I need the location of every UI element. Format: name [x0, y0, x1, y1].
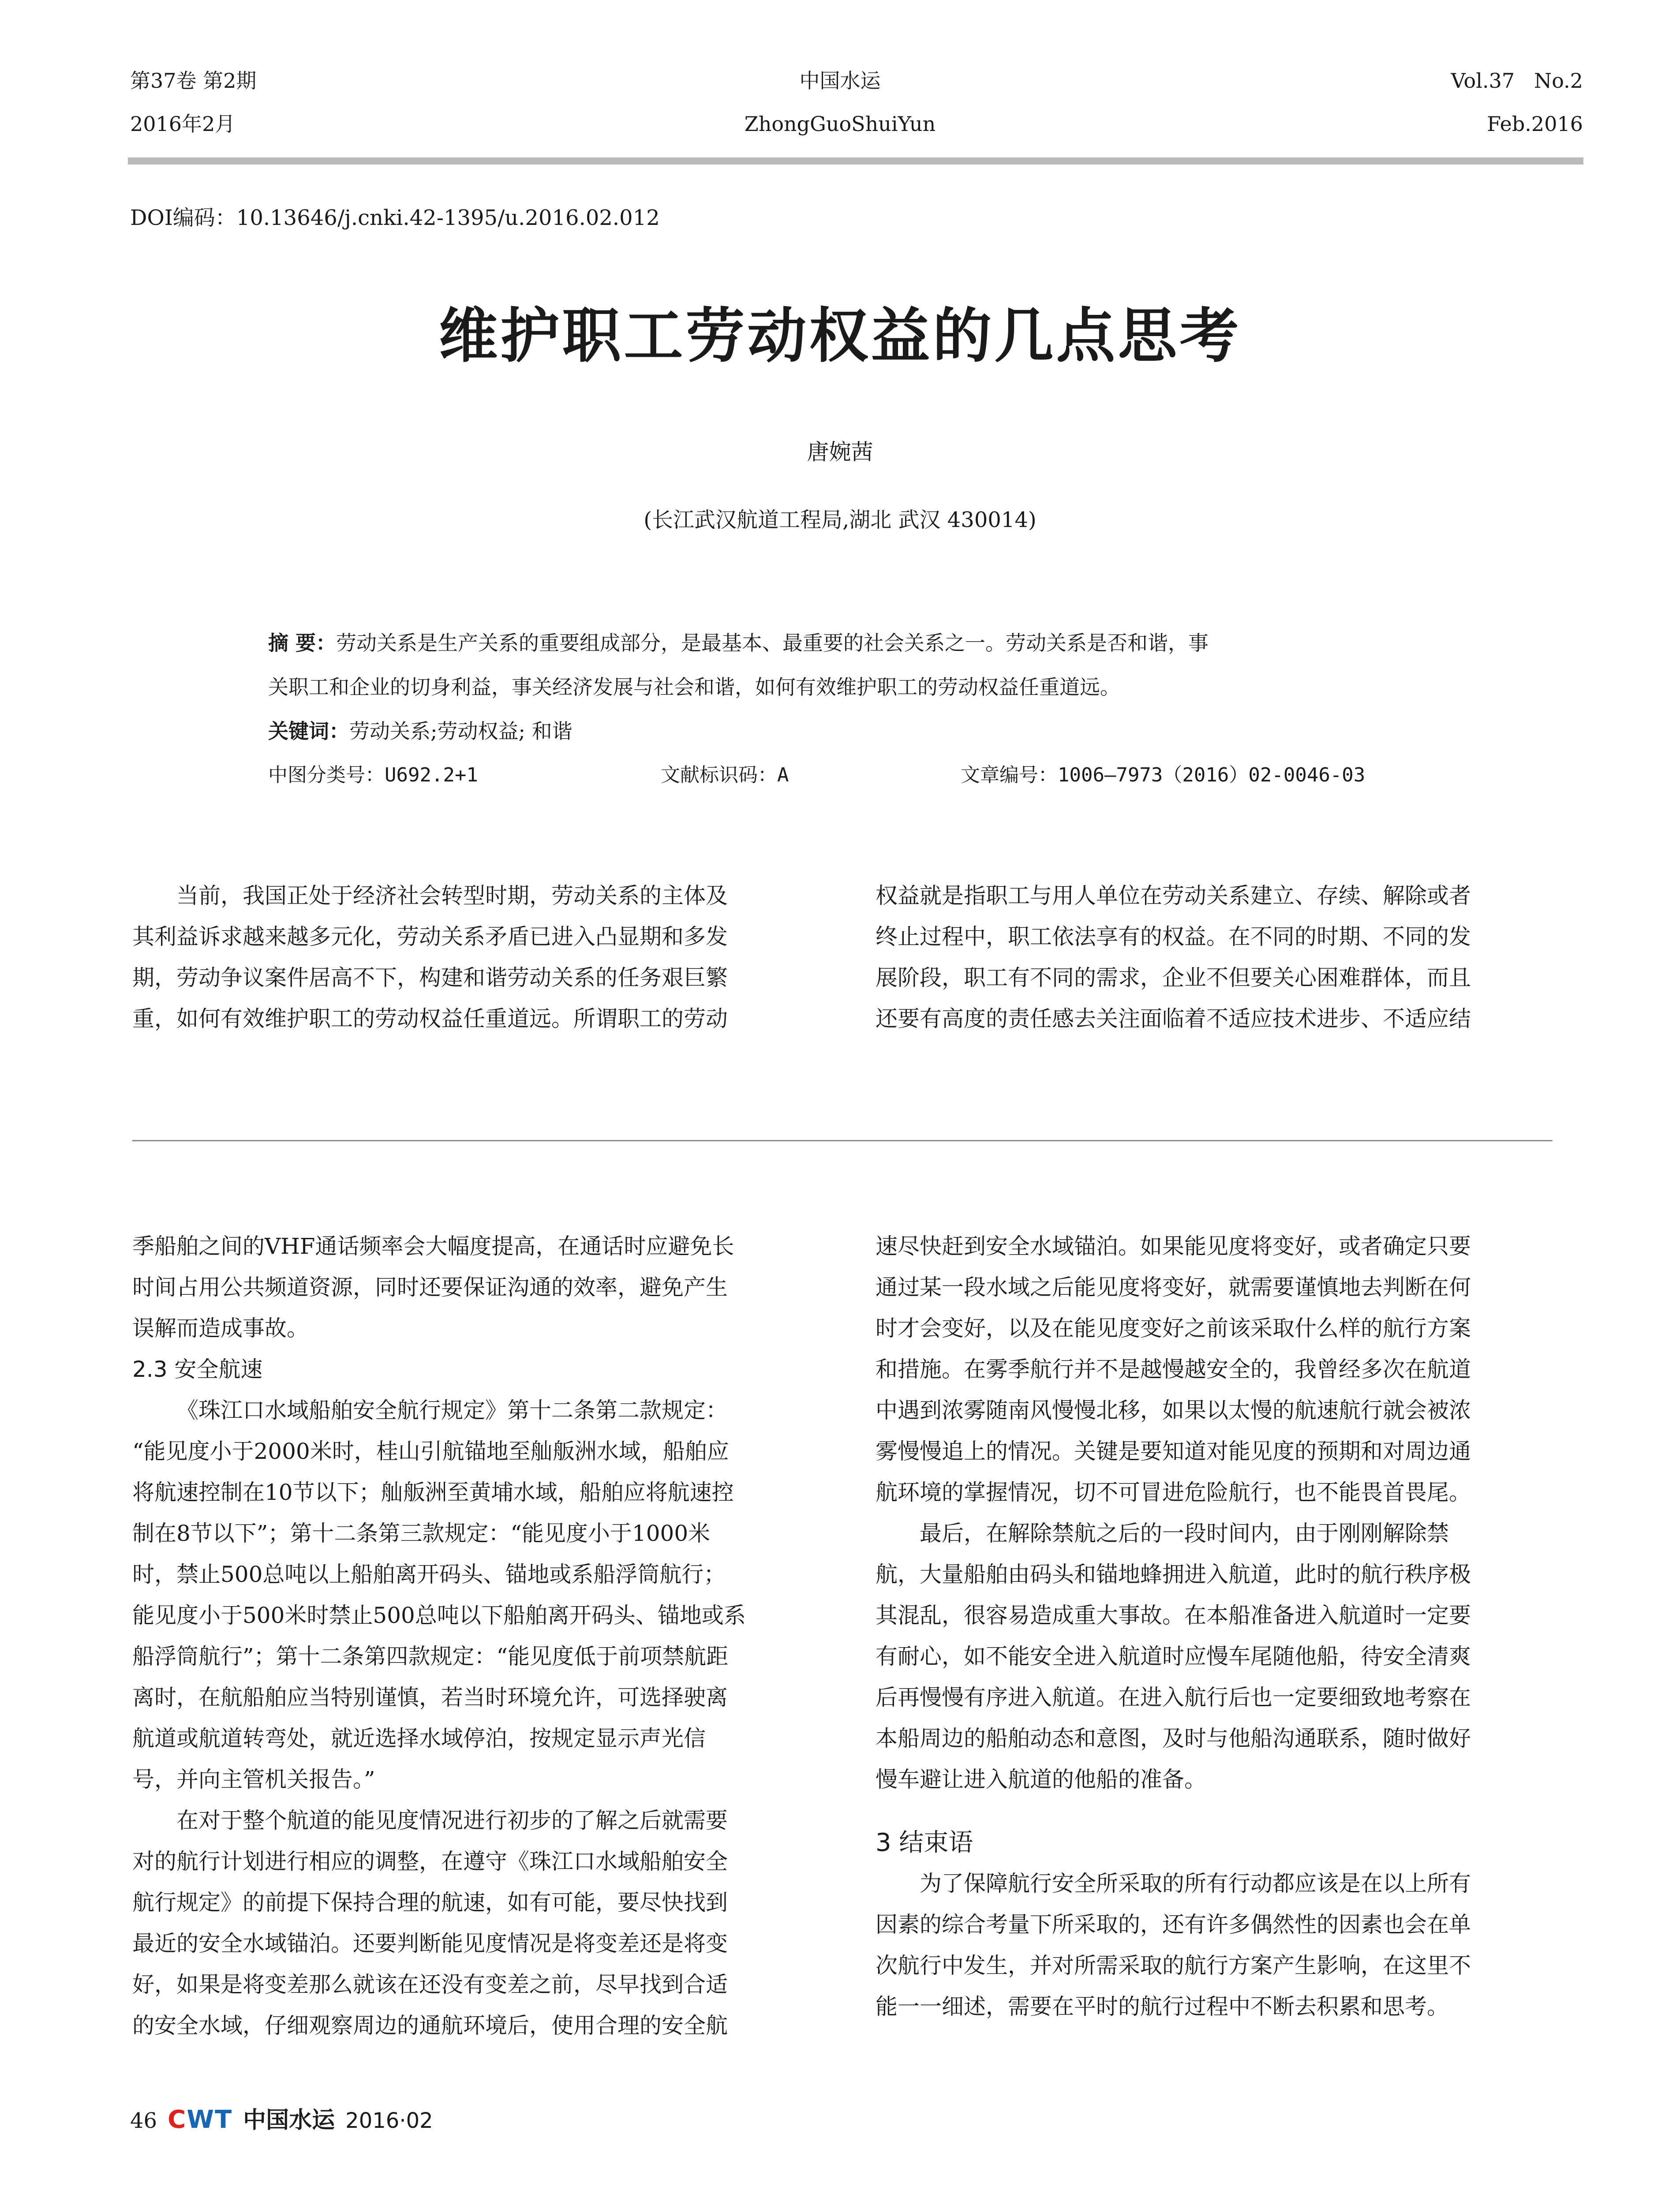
body-line: 为了保障航行安全所采取的所有行动都应该是在以上所有 — [920, 1871, 1471, 1896]
body-line: 时，禁止500总吨以上船舶离开码头、锚地或系船浮筒航行； — [132, 1562, 726, 1587]
body-left-column — [132, 1226, 814, 2046]
body-line: 后再慢慢有序进入航道。在进入航行后也一定要细致地考察在 — [876, 1685, 1471, 1710]
intro-line: 还要有高度的责任感去关注面临着不适应技术进步、不适应结 — [876, 1006, 1471, 1031]
affiliation: (长江武汉航道工程局,湖北 武汉 430014) — [644, 508, 1036, 532]
abstract-text-1: 劳动关系是生产关系的重要组成部分，是最基本、最重要的社会关系之一。劳动关系是否和谐，事 — [336, 631, 1209, 655]
intro-line: 重，如何有效维护职工的劳动权益任重道远。所谓职工的劳动 — [132, 1006, 728, 1031]
intro-line: 当前，我国正处于经济社会转型时期，劳动关系的主体及 — [176, 883, 728, 908]
document-code: 文献标识码：A — [661, 764, 789, 786]
body-line: 航道或航道转弯处，就近选择水域停泊，按规定显示声光信 — [132, 1726, 706, 1751]
body-line: “能见度小于2000米时，桂山引航锚地至舢舨洲水域，船舶应 — [132, 1439, 729, 1464]
body-line: 在对于整个航道的能见度情况进行初步的了解之后就需要 — [176, 1808, 728, 1833]
body-line: 本船周边的船舶动态和意图，及时与他船沟通联系，随时做好 — [876, 1726, 1471, 1751]
body-line: 通过某一段水域之后能见度将变好，就需要谨慎地去判断在何 — [876, 1274, 1471, 1300]
body-line: 对的航行计划进行相应的调整，在遵守《珠江口水域船舶安全 — [132, 1849, 728, 1874]
footer-journal-name: 中国水运 — [243, 2107, 335, 2134]
header-rule — [128, 157, 1583, 164]
intro-line: 终止过程中，职工依法享有的权益。在不同的时期、不同的发 — [876, 924, 1471, 949]
keywords: 劳动关系;劳动权益; 和谐 — [349, 719, 572, 743]
body-line: 和措施。在雾季航行并不是越慢越安全的，我曾经多次在航道 — [876, 1357, 1471, 1382]
body-line: 航环境的掌握情况，切不可冒进危险航行，也不能畏首畏尾。 — [876, 1480, 1471, 1505]
body-line: 《珠江口水域船舶安全航行规定》第十二条第二款规定： — [176, 1398, 728, 1423]
intro-line: 展阶段，职工有不同的需求，企业不但要关心困难群体，而且 — [876, 965, 1471, 990]
classification-row — [268, 753, 1441, 797]
body-line: 时才会变好，以及在能见度变好之前该采取什么样的航行方案 — [876, 1316, 1471, 1341]
date-en: Feb.2016 — [1487, 112, 1583, 136]
body-line: 最后，在解除禁航之后的一段时间内，由于刚刚解除禁 — [920, 1521, 1449, 1546]
footer-date: 2016·02 — [345, 2108, 433, 2133]
clc-number: 中图分类号：U692.2+1 — [268, 764, 478, 786]
intro-right-column — [876, 875, 1557, 1039]
volume-issue-cn: 第37卷 第2期 — [130, 69, 257, 93]
abstract — [268, 621, 1441, 797]
author: 唐婉茜 — [807, 439, 873, 465]
abstract-line-1 — [268, 621, 1441, 665]
body-line: 季船舶之间的VHF通话频率会大幅度提高，在通话时应避免长 — [132, 1233, 734, 1259]
keywords-label: 关键词： — [268, 719, 349, 743]
intro-line: 其利益诉求越来越多元化，劳动关系矛盾已进入凸显期和多发 — [132, 924, 728, 949]
body-line: 慢车避让进入航道的他船的准备。 — [876, 1767, 1206, 1792]
body-line: 速尽快赶到安全水域锚泊。如果能见度将变好，或者确定只要 — [876, 1233, 1471, 1259]
body-line: 船浮筒航行”；第十二条第四款规定：“能见度低于前项禁航距 — [132, 1644, 729, 1669]
body-line: 时间占用公共频道资源，同时还要保证沟通的效率，避免产生 — [132, 1274, 728, 1300]
abstract-line-2: 关职工和企业的切身利益，事关经济发展与社会和谐，如何有效维护职工的劳动权益任重道远。 — [268, 675, 1120, 699]
body-line: 好，如果是将变差那么就该在还没有变差之前，尽早找到合适 — [132, 1972, 728, 1997]
body-line: 航行规定》的前提下保持合理的航速，如有可能，要尽快找到 — [132, 1890, 728, 1915]
body-line: 中遇到浓雾随南风慢慢北移，如果以太慢的航速航行就会被浓 — [876, 1398, 1471, 1423]
keywords-line — [268, 709, 1441, 753]
intro-line: 权益就是指职工与用人单位在劳动关系建立、存续、解除或者 — [876, 883, 1471, 908]
body-line: 制在8节以下”；第十二条第三款规定：“能见度小于1000米 — [132, 1521, 711, 1546]
body-line: 最近的安全水域锚泊。还要判断能见度情况是将变差还是将变 — [132, 1931, 728, 1956]
body-line: 能见度小于500米时禁止500总吨以下船舶离开码头、锚地或系 — [132, 1603, 746, 1628]
body-line: 将航速控制在10节以下；舢舨洲至黄埔水域，船舶应将航速控 — [132, 1480, 734, 1505]
intro-line: 期，劳动争议案件居高不下，构建和谐劳动关系的任务艰巨繁 — [132, 965, 728, 990]
volume-issue-en: Vol.37 No.2 — [1451, 69, 1583, 93]
body-line: 有耐心，如不能安全进入航道时应慢车尾随他船，待安全清爽 — [876, 1644, 1471, 1669]
section-heading-3: 3 结束语 — [876, 1828, 973, 1857]
body-right-column — [876, 1226, 1557, 2027]
journal-name-en: ZhongGuoShuiYun — [744, 112, 936, 136]
article-number: 文章编号：1006—7973（2016）02-0046-03 — [961, 764, 1366, 786]
body-line: 的安全水域，仔细观察周边的通航环境后，使用合理的安全航 — [132, 2013, 728, 2038]
intro-left-column — [132, 875, 814, 1039]
cwt-logo: CWT — [168, 2105, 233, 2134]
abstract-label: 摘 要： — [268, 631, 337, 655]
page-number: 46 — [130, 2108, 157, 2133]
body-line: 因素的综合考量下所采取的，还有许多偶然性的因素也会在单 — [876, 1912, 1471, 1937]
journal-name-cn: 中国水运 — [799, 69, 881, 93]
doi: DOI编码：10.13646/j.cnki.42-1395/u.2016.02.012 — [130, 206, 660, 230]
body-line: 航，大量船舶由码头和锚地蜂拥进入航道，此时的航行秩序极 — [876, 1562, 1471, 1587]
date-cn: 2016年2月 — [130, 112, 236, 136]
body-line: 误解而造成事故。 — [132, 1316, 309, 1341]
body-line: 离时，在航船舶应当特别谨慎，若当时环境允许，可选择驶离 — [132, 1685, 728, 1710]
page-footer — [130, 2101, 433, 2134]
body-line: 号，并向主管机关报告。” — [132, 1767, 375, 1792]
body-line: 能一一细述，需要在平时的航行过程中不断去积累和思考。 — [876, 1994, 1449, 2019]
body-line: 其混乱，很容易造成重大事故。在本船准备进入航道时一定要 — [876, 1603, 1471, 1628]
body-line: 雾慢慢追上的情况。关键是要知道对能见度的预期和对周边通 — [876, 1439, 1471, 1464]
section-heading-2-3: 2.3 安全航速 — [132, 1357, 263, 1382]
article-title: 维护职工劳动权益的几点思考 — [438, 301, 1242, 370]
section-divider — [132, 1140, 1553, 1141]
body-line: 次航行中发生，并对所需采取的航行方案产生影响，在这里不 — [876, 1953, 1471, 1978]
